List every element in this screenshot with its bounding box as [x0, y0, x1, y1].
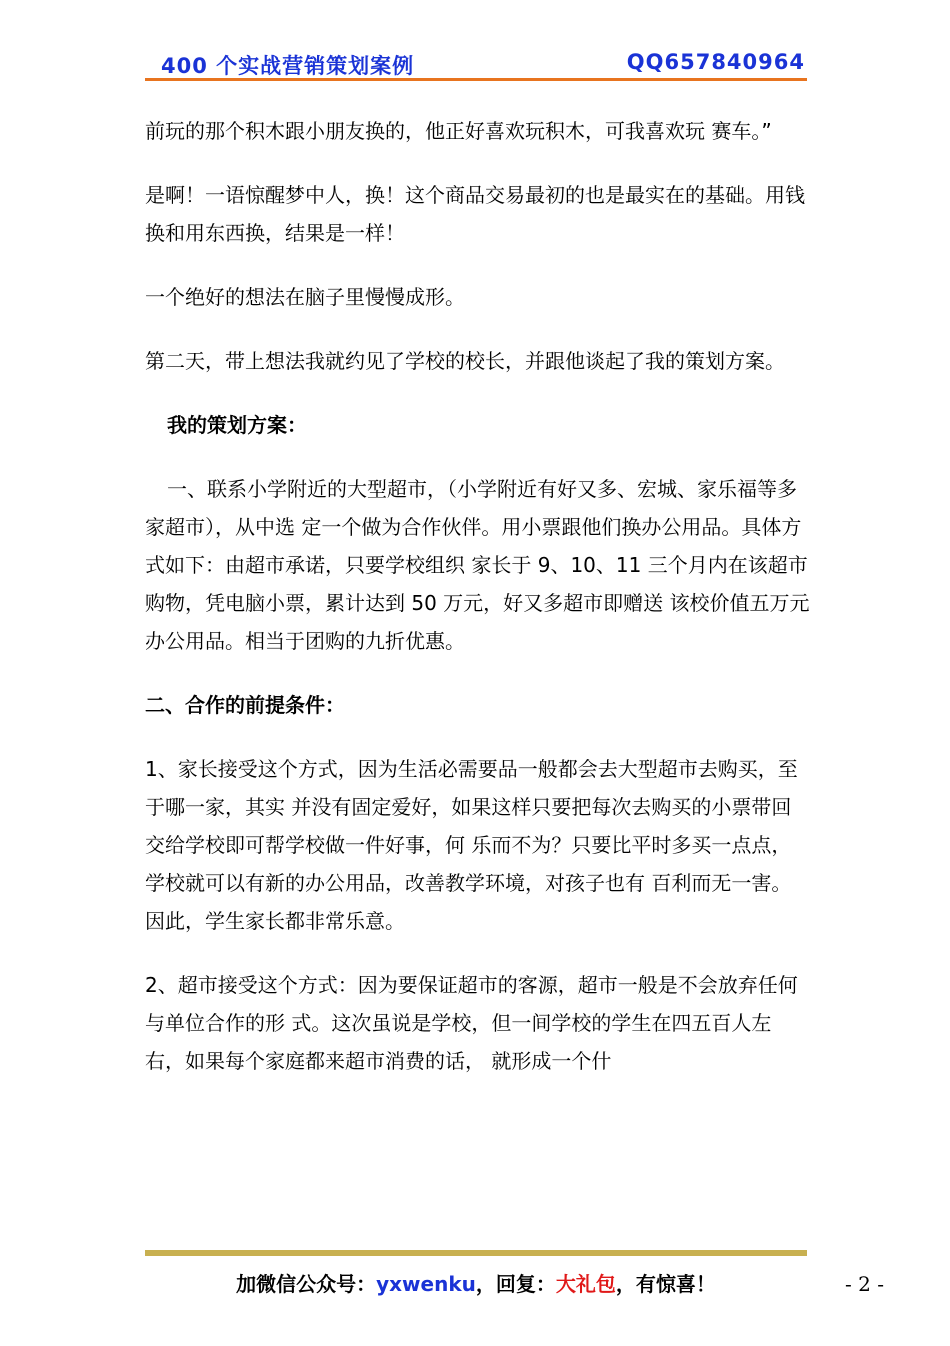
document-body [145, 112, 810, 1106]
conditions-heading: 二、合作的前提条件： [145, 693, 345, 717]
condition-2: 2、超市接受这个方式：因为要保证超市的客源，超市一般是不会放弃任何与单位合作的形 式。这次虽说是学校，但一间学校的学生在四五百人左右，如果每个家庭都来超市消费的话， 就形成一个什 [145, 973, 798, 1073]
paragraph: 前玩的那个积木跟小朋友换的，他正好喜欢玩积木，可我喜欢玩 赛车。” [145, 119, 772, 143]
page-number: - 2 - [845, 1272, 884, 1296]
footer-divider [145, 1250, 807, 1256]
condition-1: 1、家长接受这个方式，因为生活必需要品一般都会去大型超市去购买，至于哪一家，其实 并没有固定爱好，如果这样只要把每次去购买的小票带回交给学校即可帮学校做一件好事，何 乐而不为？只要比平时多买一点点，学校就可以有新的办公用品，改善教学环境，对孩子也有 百利而无一害。因此，学生家长都非常乐意。 [145, 757, 798, 933]
footer-middle: ，回复： [475, 1272, 556, 1296]
header-divider [145, 78, 807, 81]
header-title: 400 个实战营销策划案例 [161, 54, 415, 78]
header-qq: QQ657840964 [626, 50, 805, 74]
footer-suffix: ，有惊喜！ [615, 1272, 716, 1296]
paragraph: 第二天，带上想法我就约见了学校的校长，并跟他谈起了我的策划方案。 [145, 349, 785, 373]
plan-item-1: 一、联系小学附近的大型超市，（小学附近有好又多、宏城、家乐福等多家超市），从中选 定一个做为合作伙伴。用小票跟他们换办公用品。具体方式如下：由超市承诺，只要学校组织 家长于 9、10、11 三个月内在该超市购物，凭电脑小票，累计达到 50 万元，好又多超市即赠送 该校价值五万元办公用品。相当于团购的九折优惠。 [145, 477, 810, 653]
paragraph: 一个绝好的想法在脑子里慢慢成形。 [145, 285, 465, 309]
page-footer [145, 1268, 807, 1297]
plan-heading: 我的策划方案： [167, 413, 307, 437]
paragraph: 是啊！一语惊醒梦中人，换！这个商品交易最初的也是最实在的基础。用钱换和用东西换，结果是一样！ [145, 183, 805, 245]
footer-keyword: 大礼包 [555, 1272, 616, 1296]
footer-account: yxwenku [376, 1272, 476, 1296]
footer-prefix: 加微信公众号： [236, 1272, 377, 1296]
